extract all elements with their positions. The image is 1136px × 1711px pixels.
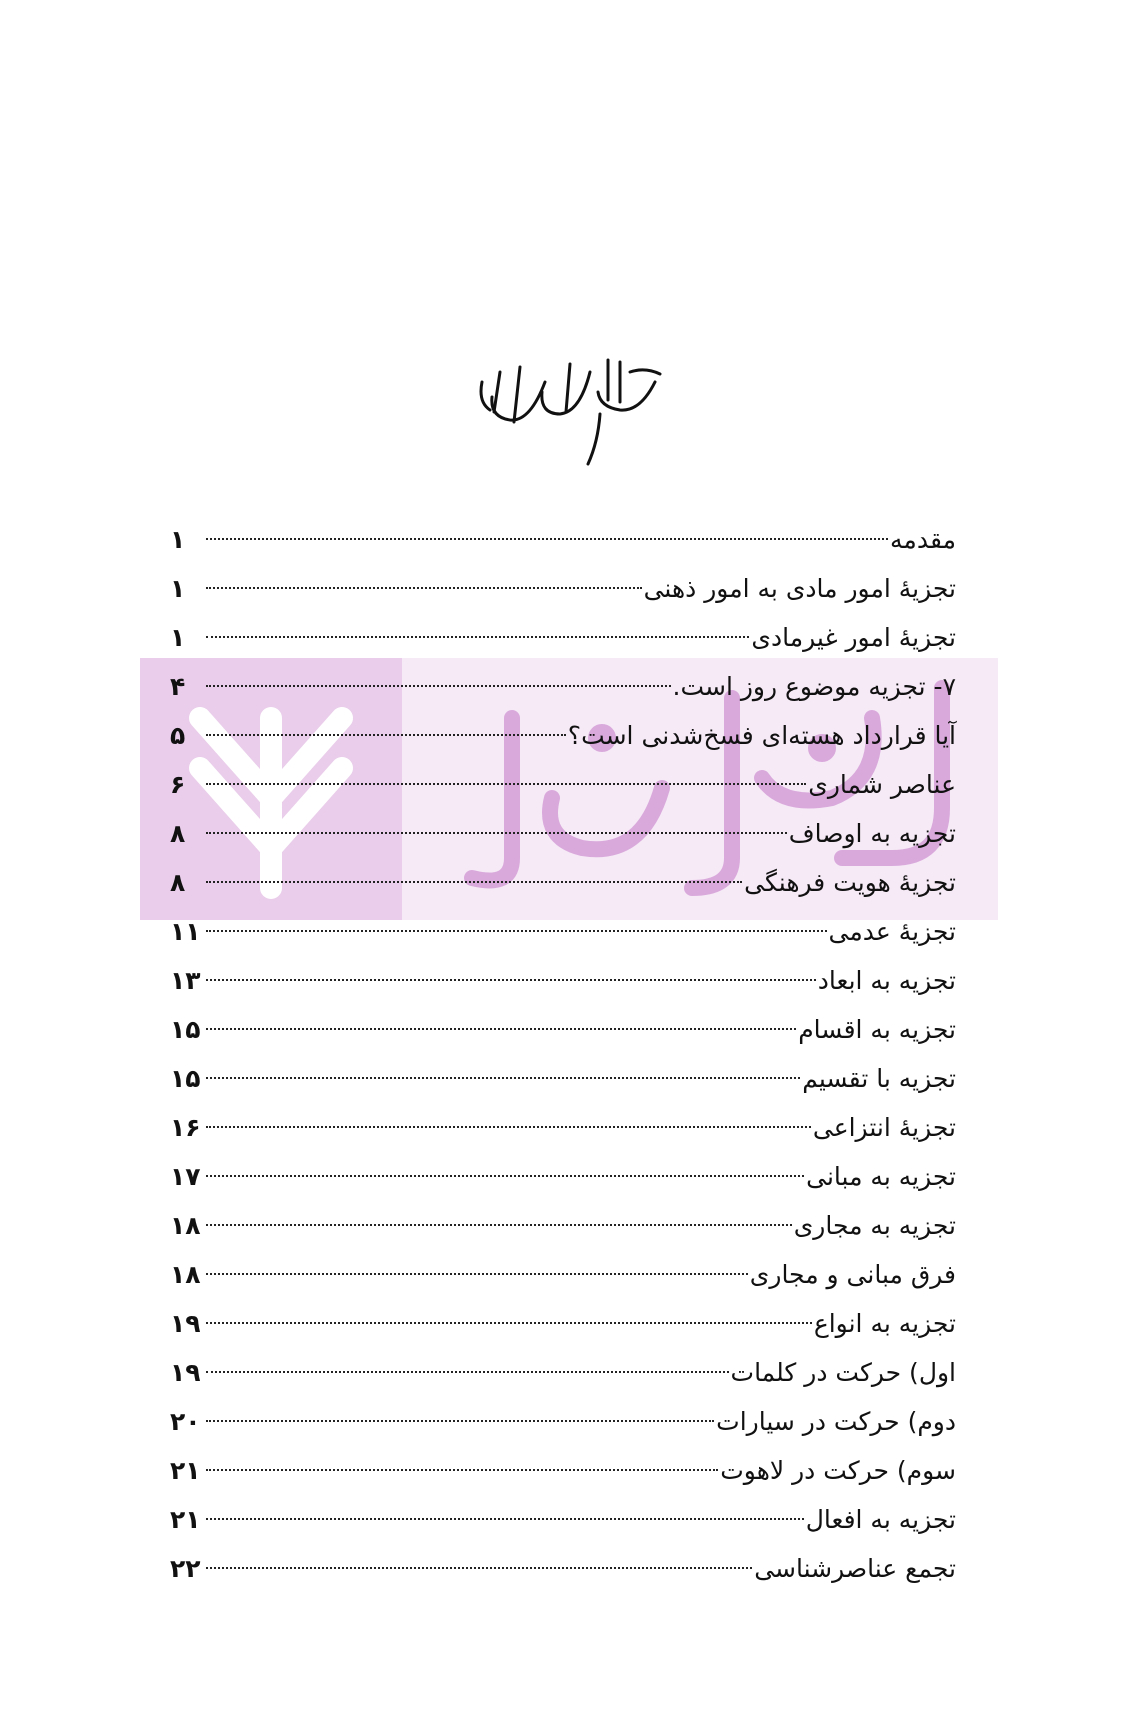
- toc-entry-title: تجزیه به ابعاد: [817, 966, 956, 995]
- toc-entry-page: ۱۱: [170, 917, 201, 946]
- toc-entry-title: عناصر شماری: [808, 770, 956, 799]
- toc-entry-title: اول) حرکت در کلمات: [730, 1358, 956, 1387]
- toc-leader-dots: [206, 1518, 804, 1520]
- toc-entry-title: تجزیهٔ هویت فرهنگی: [744, 868, 956, 897]
- toc-leader-dots: [206, 1028, 796, 1030]
- toc-entry[interactable]: [170, 760, 956, 809]
- toc-entry-title: دوم) حرکت در سیارات: [716, 1407, 956, 1436]
- toc-entry[interactable]: [170, 1250, 956, 1299]
- toc-leader-dots: [206, 587, 642, 589]
- toc-leader-dots: [206, 881, 742, 883]
- toc-entry-page: ۱۳: [170, 966, 201, 995]
- toc-entry-page: ۸: [170, 868, 186, 897]
- toc-leader-dots: [206, 1469, 718, 1471]
- toc-entry[interactable]: [170, 711, 956, 760]
- toc-leader-dots: [206, 1420, 714, 1422]
- toc-entry[interactable]: [170, 1348, 956, 1397]
- toc-entry-page: ۱۸: [170, 1260, 201, 1289]
- toc-entry-page: ۱۹: [170, 1309, 201, 1338]
- toc-leader-dots: [206, 930, 827, 932]
- toc-leader-dots: [206, 1567, 752, 1569]
- toc-entry-title: تجزیه با تقسیم: [802, 1064, 956, 1093]
- toc-entry-title: آیا قرارداد هسته‌ای فسخ‌شدنی است؟: [567, 721, 956, 750]
- toc-entry-title: تجزیهٔ امور مادی به امور ذهنی: [643, 574, 956, 603]
- toc-entry-title: تجمع عناصرشناسی: [754, 1554, 956, 1583]
- toc-entry-title: تجزیهٔ عدمی: [828, 917, 956, 946]
- toc-entry-title: ۷- تجزیه موضوع روز است.: [672, 672, 956, 701]
- toc-entry-page: ۲۱: [170, 1456, 201, 1485]
- toc-entry[interactable]: [170, 515, 956, 564]
- toc-entry[interactable]: [170, 858, 956, 907]
- toc-entry-title: تجزیه به افعال: [805, 1505, 956, 1534]
- toc-entry[interactable]: [170, 1397, 956, 1446]
- toc-entry-page: ۱۵: [170, 1015, 201, 1044]
- toc-leader-dots: [206, 538, 888, 540]
- toc-leader-dots: [206, 1175, 804, 1177]
- toc-entry-page: ۶: [170, 770, 186, 799]
- toc-leader-dots: [206, 1126, 811, 1128]
- toc-leader-dots: [206, 636, 749, 638]
- toc-leader-dots: [206, 979, 816, 981]
- toc-entry-title: تجزیه به مجاری: [793, 1211, 956, 1240]
- toc-leader-dots: [206, 783, 806, 785]
- toc-leader-dots: [206, 832, 787, 834]
- toc-leader-dots: [206, 1224, 792, 1226]
- toc-entry-title: تجزیه به مبانی: [806, 1162, 956, 1191]
- toc-entry-title: تجزیهٔ انتزاعی: [812, 1113, 956, 1142]
- toc-entry[interactable]: [170, 662, 956, 711]
- toc-entry-page: ۲۰: [170, 1407, 201, 1436]
- toc-entry[interactable]: [170, 1495, 956, 1544]
- toc-entry-title: تجزیه به انواع: [813, 1309, 956, 1338]
- toc-entry-title: تجزیه به اوصاف: [788, 819, 956, 848]
- toc-entry[interactable]: [170, 1446, 956, 1495]
- toc-entry[interactable]: [170, 1544, 956, 1593]
- toc-entry[interactable]: [170, 613, 956, 662]
- toc-entry-title: تجزیهٔ امور غیرمادی: [751, 623, 956, 652]
- toc-entry[interactable]: [170, 907, 956, 956]
- toc-entry-page: ۲۱: [170, 1505, 201, 1534]
- toc-entry[interactable]: [170, 809, 956, 858]
- toc-leader-dots: [206, 1322, 812, 1324]
- toc-entry[interactable]: [170, 956, 956, 1005]
- toc-entry-page: ۱۵: [170, 1064, 201, 1093]
- toc-entry-page: ۸: [170, 819, 186, 848]
- table-of-contents: [170, 515, 956, 1593]
- toc-leader-dots: [206, 685, 671, 687]
- toc-entry-page: ۱۷: [170, 1162, 201, 1191]
- toc-leader-dots: [206, 1371, 729, 1373]
- toc-entry-page: ۱: [170, 623, 186, 652]
- toc-entry-title: تجزیه به اقسام: [798, 1015, 956, 1044]
- toc-entry[interactable]: [170, 1054, 956, 1103]
- toc-entry[interactable]: [170, 1299, 956, 1348]
- toc-leader-dots: [206, 1077, 800, 1079]
- toc-entry[interactable]: [170, 1103, 956, 1152]
- toc-leader-dots: [206, 734, 566, 736]
- toc-leader-dots: [206, 1273, 748, 1275]
- toc-entry[interactable]: [170, 564, 956, 613]
- toc-entry[interactable]: [170, 1152, 956, 1201]
- toc-entry-title: فرق مبانی و مجاری: [749, 1260, 956, 1289]
- toc-entry-page: ۱: [170, 574, 186, 603]
- toc-entry-page: ۱۶: [170, 1113, 201, 1142]
- toc-entry-page: ۱۸: [170, 1211, 201, 1240]
- toc-entry-page: ۱۹: [170, 1358, 201, 1387]
- toc-entry-page: ۵: [170, 721, 186, 750]
- toc-entry-title: سوم) حرکت در لاهوت: [720, 1456, 956, 1485]
- toc-entry[interactable]: [170, 1201, 956, 1250]
- basmala-calligraphy-icon: [470, 352, 670, 470]
- toc-entry-page: ۱: [170, 525, 186, 554]
- toc-entry-page: ۴: [170, 672, 186, 701]
- toc-entry[interactable]: [170, 1005, 956, 1054]
- toc-entry-page: ۲۲: [170, 1554, 201, 1583]
- toc-entry-title: مقدمه: [890, 525, 956, 554]
